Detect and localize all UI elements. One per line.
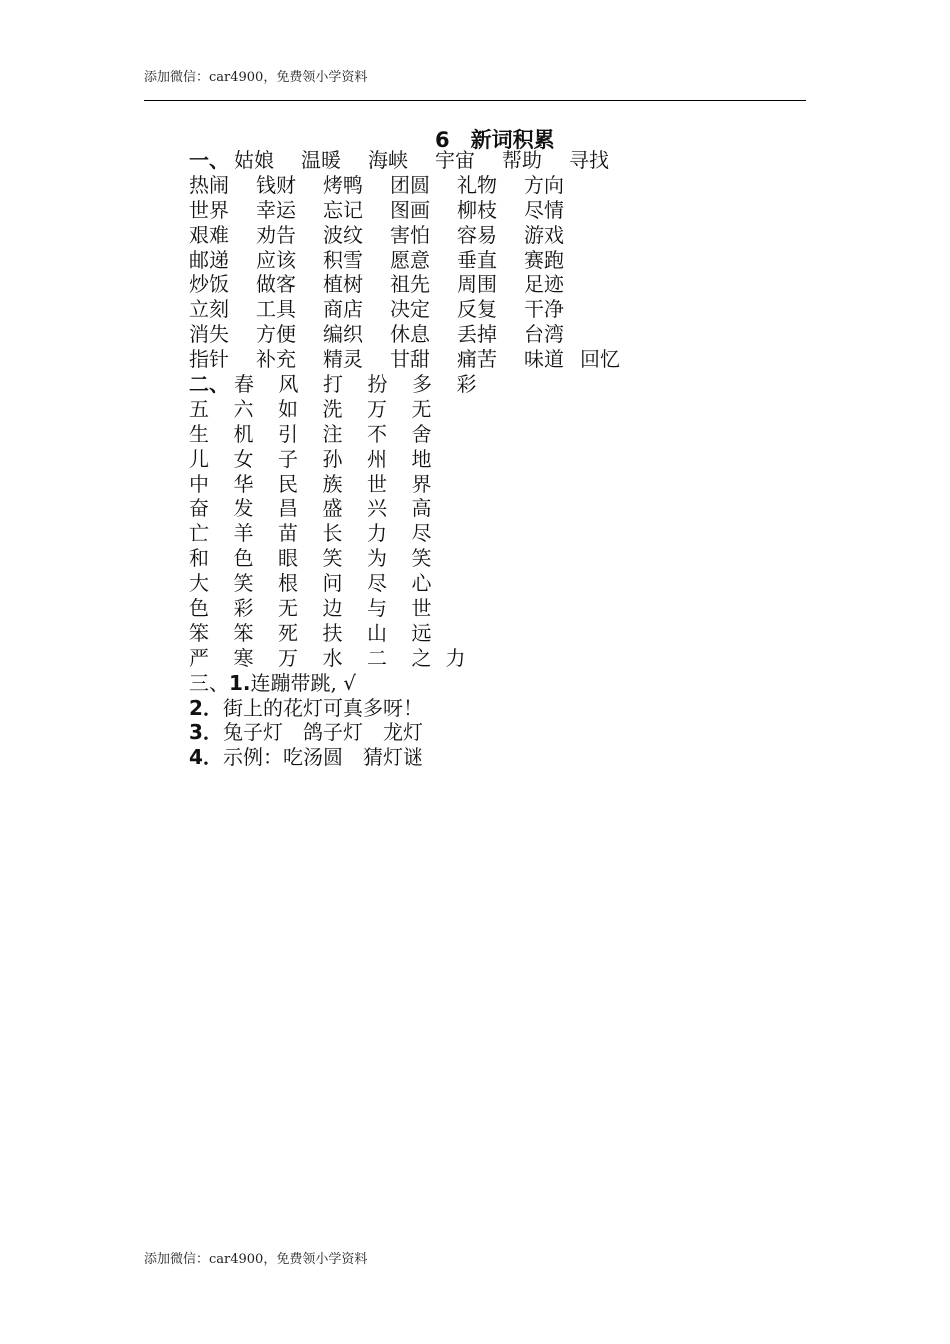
section2-row [189,646,620,671]
word: 做客 [256,272,296,297]
char: 地 [411,446,432,471]
item-number: 1. [229,670,251,695]
char: 孙 [322,446,343,471]
char: 子 [278,446,298,471]
char: 寒 [233,645,254,670]
char: 扮 [367,372,388,397]
answer-content [189,148,620,770]
word: 钱财 [256,172,296,197]
word: 容易 [457,222,497,247]
char: 华 [233,471,254,496]
word: 台湾 [524,322,564,347]
word: 赛跑 [524,247,564,272]
word: 编织 [323,322,363,347]
char: 族 [322,471,343,496]
char: 苗 [278,521,298,546]
char: 世 [367,471,387,496]
char: 色 [233,546,254,571]
word: 礼物 [457,172,497,197]
char: 笑 [322,546,343,571]
word: 幸运 [256,197,296,222]
char: 色 [189,596,209,621]
word: 痛苦 [457,347,497,372]
char: 风 [278,372,299,397]
word: 尽情 [524,197,564,222]
char: 儿 [189,446,209,471]
char: 笑 [233,571,254,596]
word: 姑娘 [234,148,274,172]
word: 反复 [457,297,497,322]
char: 州 [367,446,387,471]
char: 春 [234,372,254,397]
section2-row [189,397,620,422]
item-number: 2． [189,695,223,720]
char: 之 [411,645,432,670]
char: 引 [278,421,298,446]
char: 女 [233,446,254,471]
char: 山 [367,620,387,645]
char: 与 [367,596,387,621]
char: 边 [322,596,343,621]
word: 劝告 [256,222,296,247]
item-number: 4． [189,745,223,770]
word: 精灵 [323,347,363,372]
char: 舍 [411,421,432,446]
section1-row [189,148,620,173]
char: 注 [322,421,343,446]
word: 干净 [524,297,564,322]
section2-row [189,546,620,571]
char: 彩 [233,596,254,621]
char: 笨 [189,620,209,645]
section2-row [189,621,620,646]
char: 六 [233,396,254,421]
char: 笑 [411,546,432,571]
char: 如 [278,396,298,421]
char: 死 [278,620,298,645]
char: 眼 [278,546,298,571]
word: 害怕 [390,222,430,247]
char: 民 [278,471,298,496]
section1-row [189,173,620,198]
section3-item [189,696,620,721]
char: 彩 [456,372,477,397]
item-text: 街上的花灯可真多呀！ [223,695,423,720]
word: 垂直 [457,247,497,272]
char: 尽 [367,571,387,596]
section2-row [189,571,620,596]
char: 羊 [233,521,254,546]
char: 长 [322,521,343,546]
char: 根 [278,571,298,596]
page-header: 添加微信：car4900，免费领小学资料 [144,70,368,85]
item-number: 3． [189,720,223,745]
char: 生 [189,421,209,446]
word: 帮助 [502,148,542,172]
word: 应该 [256,247,296,272]
word: 方向 [524,172,564,197]
char: 扶 [322,620,343,645]
section3-item [189,720,620,745]
section3-label: 三、 [189,670,229,695]
word: 海峡 [368,148,408,172]
word: 热闹 [189,172,229,197]
char: 万 [278,645,298,670]
section1-row [189,297,620,322]
word: 味道 [524,347,564,372]
word: 决定 [390,297,430,322]
char: 界 [411,471,432,496]
word: 祖先 [390,272,430,297]
char: 和 [189,546,209,571]
word: 波纹 [323,222,363,247]
char: 高 [411,496,432,521]
word: 邮递 [189,247,229,272]
section2-row [189,422,620,447]
char: 笨 [233,620,254,645]
word: 消失 [189,322,229,347]
char: 为 [367,546,387,571]
section3-item [189,745,620,770]
char: 多 [412,372,432,397]
char: 机 [233,421,254,446]
word: 方便 [256,322,296,347]
char: 大 [189,571,209,596]
word: 回忆 [580,347,620,372]
char: 兴 [367,496,387,521]
word: 忘记 [323,197,363,222]
char: 严 [189,645,209,670]
char: 洗 [322,396,343,421]
word: 烤鸭 [323,172,363,197]
char: 发 [233,496,254,521]
word: 游戏 [524,222,564,247]
section2-row [189,521,620,546]
word: 周围 [457,272,497,297]
char: 打 [323,372,343,397]
section1-row [189,248,620,273]
word: 温暖 [301,148,341,172]
word: 休息 [390,322,430,347]
section1-row [189,347,620,372]
char: 远 [411,620,432,645]
char: 中 [189,471,209,496]
word: 指针 [189,347,229,372]
section1-row [189,198,620,223]
item-text: 连蹦带跳, √ [250,670,356,695]
section2-row [189,596,620,621]
item-text: 示例：吃汤圆 猜灯谜 [223,745,423,770]
word: 甘甜 [390,347,430,372]
char: 问 [322,571,343,596]
section1-row [189,272,620,297]
word: 愿意 [390,247,430,272]
char: 盛 [322,496,343,521]
word: 艰难 [189,222,229,247]
page-title: 6 新词积累 [435,128,555,152]
word: 寻找 [569,148,609,172]
item-text: 兔子灯 鸽子灯 龙灯 [223,720,423,745]
word: 补充 [256,347,296,372]
char: 五 [189,396,209,421]
header-divider [144,100,806,101]
section1-row [189,223,620,248]
word: 立刻 [189,297,229,322]
word: 积雪 [323,247,363,272]
word: 植树 [323,272,363,297]
char: 力 [367,521,387,546]
section2-row [189,496,620,521]
char: 奋 [189,496,209,521]
word: 世界 [189,197,229,222]
word: 柳枝 [457,197,497,222]
char: 尽 [411,521,432,546]
section2-row [189,472,620,497]
char: 水 [322,645,343,670]
section2-label: 二、 [189,372,229,397]
char: 万 [367,396,387,421]
word: 足迹 [524,272,564,297]
section2-row [189,372,620,397]
word: 工具 [256,297,296,322]
word: 图画 [390,197,430,222]
char: 不 [367,421,387,446]
word: 商店 [323,297,363,322]
char: 心 [411,571,432,596]
section1-label: 一、 [189,148,229,172]
section3-item [189,671,620,696]
section2-row [189,447,620,472]
char: 二 [367,645,387,670]
char: 无 [278,596,298,621]
char: 无 [411,396,432,421]
word: 宇宙 [435,148,475,172]
section1-row [189,322,620,347]
page-footer: 添加微信：car4900，免费领小学资料 [144,1252,368,1267]
word: 炒饭 [189,272,229,297]
char: 力 [445,645,466,670]
word: 丢掉 [457,322,497,347]
char: 亡 [189,521,209,546]
char: 昌 [278,496,298,521]
char: 世 [411,596,432,621]
word: 团圆 [390,172,430,197]
